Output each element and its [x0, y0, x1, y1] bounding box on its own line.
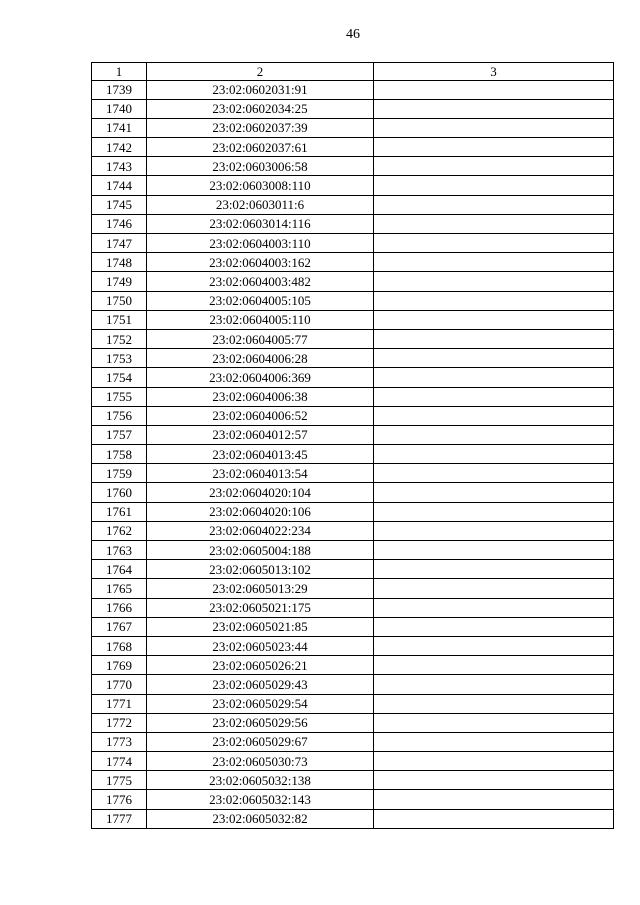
table-row — [92, 406, 614, 425]
row-number-cell: 1748 — [92, 253, 147, 272]
row-number-cell: 1775 — [92, 771, 147, 790]
cadastral-number-cell: 23:02:0603014:116 — [147, 214, 374, 233]
cadastral-number-cell: 23:02:0605030:73 — [147, 752, 374, 771]
cadastral-number-cell: 23:02:0602034:25 — [147, 99, 374, 118]
notes-cell — [374, 598, 614, 617]
row-number-cell: 1740 — [92, 99, 147, 118]
table-row — [92, 464, 614, 483]
row-number-cell: 1751 — [92, 310, 147, 329]
notes-cell — [374, 176, 614, 195]
row-number-cell: 1739 — [92, 80, 147, 99]
notes-cell — [374, 502, 614, 521]
notes-cell — [374, 713, 614, 732]
cadastral-number-cell: 23:02:0604020:106 — [147, 502, 374, 521]
cadastral-number-cell: 23:02:0605032:138 — [147, 771, 374, 790]
table-header-row — [92, 63, 614, 81]
table-row — [92, 157, 614, 176]
row-number-cell: 1757 — [92, 425, 147, 444]
row-number-cell: 1776 — [92, 790, 147, 809]
table-row — [92, 176, 614, 195]
cadastral-number-cell: 23:02:0604006:369 — [147, 368, 374, 387]
row-number-cell: 1772 — [92, 713, 147, 732]
row-number-cell: 1753 — [92, 349, 147, 368]
cadastral-number-cell: 23:02:0605021:85 — [147, 617, 374, 636]
cadastral-number-cell: 23:02:0605021:175 — [147, 598, 374, 617]
notes-cell — [374, 253, 614, 272]
row-number-cell: 1770 — [92, 675, 147, 694]
row-number-cell: 1774 — [92, 752, 147, 771]
row-number-cell: 1755 — [92, 387, 147, 406]
notes-cell — [374, 80, 614, 99]
table-row — [92, 387, 614, 406]
cadastral-number-cell: 23:02:0604013:54 — [147, 464, 374, 483]
cadastral-number-cell: 23:02:0603006:58 — [147, 157, 374, 176]
cadastral-number-cell: 23:02:0604006:52 — [147, 406, 374, 425]
notes-cell — [374, 138, 614, 157]
table-row — [92, 617, 614, 636]
cadastral-number-cell: 23:02:0602037:61 — [147, 138, 374, 157]
notes-cell — [374, 656, 614, 675]
row-number-cell: 1762 — [92, 521, 147, 540]
row-number-cell: 1746 — [92, 214, 147, 233]
table-row — [92, 425, 614, 444]
row-number-cell: 1749 — [92, 272, 147, 291]
cadastral-number-cell: 23:02:0604005:110 — [147, 310, 374, 329]
cadastral-number-cell: 23:02:0602031:91 — [147, 80, 374, 99]
row-number-cell: 1752 — [92, 329, 147, 348]
table-row — [92, 272, 614, 291]
cadastral-number-cell: 23:02:0605029:43 — [147, 675, 374, 694]
notes-cell — [374, 214, 614, 233]
cadastral-number-cell: 23:02:0604006:28 — [147, 349, 374, 368]
table-row — [92, 214, 614, 233]
row-number-cell: 1777 — [92, 809, 147, 828]
row-number-cell: 1767 — [92, 617, 147, 636]
table-row — [92, 790, 614, 809]
table-row — [92, 329, 614, 348]
notes-cell — [374, 406, 614, 425]
notes-cell — [374, 732, 614, 751]
notes-cell — [374, 329, 614, 348]
table-row — [92, 80, 614, 99]
cadastral-number-cell: 23:02:0603008:110 — [147, 176, 374, 195]
row-number-cell: 1773 — [92, 732, 147, 751]
table-row — [92, 579, 614, 598]
table-row — [92, 99, 614, 118]
notes-cell — [374, 521, 614, 540]
notes-cell — [374, 617, 614, 636]
cadastral-number-cell: 23:02:0604003:110 — [147, 234, 374, 253]
table-row — [92, 195, 614, 214]
table-row — [92, 732, 614, 751]
table-row — [92, 752, 614, 771]
notes-cell — [374, 234, 614, 253]
row-number-cell: 1744 — [92, 176, 147, 195]
cadastral-number-cell: 23:02:0604012:57 — [147, 425, 374, 444]
cadastral-number-cell: 23:02:0605023:44 — [147, 636, 374, 655]
table-row — [92, 694, 614, 713]
notes-cell — [374, 349, 614, 368]
table-row — [92, 598, 614, 617]
table-row — [92, 310, 614, 329]
table-row — [92, 291, 614, 310]
row-number-cell: 1743 — [92, 157, 147, 176]
notes-cell — [374, 387, 614, 406]
table-row — [92, 118, 614, 137]
row-number-cell: 1759 — [92, 464, 147, 483]
cadastral-number-cell: 23:02:0605013:29 — [147, 579, 374, 598]
notes-cell — [374, 675, 614, 694]
notes-cell — [374, 445, 614, 464]
row-number-cell: 1766 — [92, 598, 147, 617]
notes-cell — [374, 694, 614, 713]
table-row — [92, 521, 614, 540]
cadastral-number-cell: 23:02:0605029:67 — [147, 732, 374, 751]
row-number-cell: 1763 — [92, 541, 147, 560]
table-row — [92, 368, 614, 387]
column-header-1: 1 — [92, 63, 147, 81]
table-row — [92, 560, 614, 579]
table-row — [92, 138, 614, 157]
row-number-cell: 1760 — [92, 483, 147, 502]
table-row — [92, 253, 614, 272]
table-row — [92, 809, 614, 828]
notes-cell — [374, 425, 614, 444]
cadastral-number-cell: 23:02:0604003:482 — [147, 272, 374, 291]
notes-cell — [374, 195, 614, 214]
cadastral-number-cell: 23:02:0605029:56 — [147, 713, 374, 732]
table-row — [92, 541, 614, 560]
notes-cell — [374, 809, 614, 828]
cadastral-number-cell: 23:02:0604005:77 — [147, 329, 374, 348]
table-row — [92, 656, 614, 675]
table-row — [92, 234, 614, 253]
cadastral-number-cell: 23:02:0605029:54 — [147, 694, 374, 713]
notes-cell — [374, 464, 614, 483]
table-row — [92, 349, 614, 368]
notes-cell — [374, 771, 614, 790]
cadastral-number-cell: 23:02:0604013:45 — [147, 445, 374, 464]
notes-cell — [374, 636, 614, 655]
cadastral-number-cell: 23:02:0605032:82 — [147, 809, 374, 828]
row-number-cell: 1769 — [92, 656, 147, 675]
row-number-cell: 1758 — [92, 445, 147, 464]
row-number-cell: 1768 — [92, 636, 147, 655]
cadastral-number-cell: 23:02:0604006:38 — [147, 387, 374, 406]
notes-cell — [374, 560, 614, 579]
cadastral-number-cell: 23:02:0604005:105 — [147, 291, 374, 310]
row-number-cell: 1764 — [92, 560, 147, 579]
notes-cell — [374, 157, 614, 176]
row-number-cell: 1747 — [92, 234, 147, 253]
notes-cell — [374, 752, 614, 771]
table-row — [92, 445, 614, 464]
table-row — [92, 675, 614, 694]
notes-cell — [374, 483, 614, 502]
table-row — [92, 771, 614, 790]
cadastral-number-cell: 23:02:0605026:21 — [147, 656, 374, 675]
notes-cell — [374, 272, 614, 291]
cadastral-number-cell: 23:02:0602037:39 — [147, 118, 374, 137]
table-row — [92, 636, 614, 655]
notes-cell — [374, 790, 614, 809]
row-number-cell: 1765 — [92, 579, 147, 598]
column-header-2: 2 — [147, 63, 374, 81]
page-number: 46 — [346, 27, 360, 42]
notes-cell — [374, 579, 614, 598]
column-header-3: 3 — [374, 63, 614, 81]
row-number-cell: 1771 — [92, 694, 147, 713]
table-row — [92, 483, 614, 502]
table-row — [92, 502, 614, 521]
cadastral-table — [91, 62, 614, 829]
cadastral-number-cell: 23:02:0604020:104 — [147, 483, 374, 502]
row-number-cell: 1750 — [92, 291, 147, 310]
row-number-cell: 1754 — [92, 368, 147, 387]
notes-cell — [374, 99, 614, 118]
row-number-cell: 1742 — [92, 138, 147, 157]
row-number-cell: 1761 — [92, 502, 147, 521]
row-number-cell: 1745 — [92, 195, 147, 214]
cadastral-number-cell: 23:02:0605032:143 — [147, 790, 374, 809]
cadastral-number-cell: 23:02:0604022:234 — [147, 521, 374, 540]
notes-cell — [374, 291, 614, 310]
cadastral-number-cell: 23:02:0604003:162 — [147, 253, 374, 272]
row-number-cell: 1756 — [92, 406, 147, 425]
notes-cell — [374, 541, 614, 560]
notes-cell — [374, 118, 614, 137]
notes-cell — [374, 368, 614, 387]
cadastral-number-cell: 23:02:0603011:6 — [147, 195, 374, 214]
row-number-cell: 1741 — [92, 118, 147, 137]
table-body — [92, 63, 614, 829]
table-row — [92, 713, 614, 732]
notes-cell — [374, 310, 614, 329]
cadastral-number-cell: 23:02:0605013:102 — [147, 560, 374, 579]
cadastral-number-cell: 23:02:0605004:188 — [147, 541, 374, 560]
